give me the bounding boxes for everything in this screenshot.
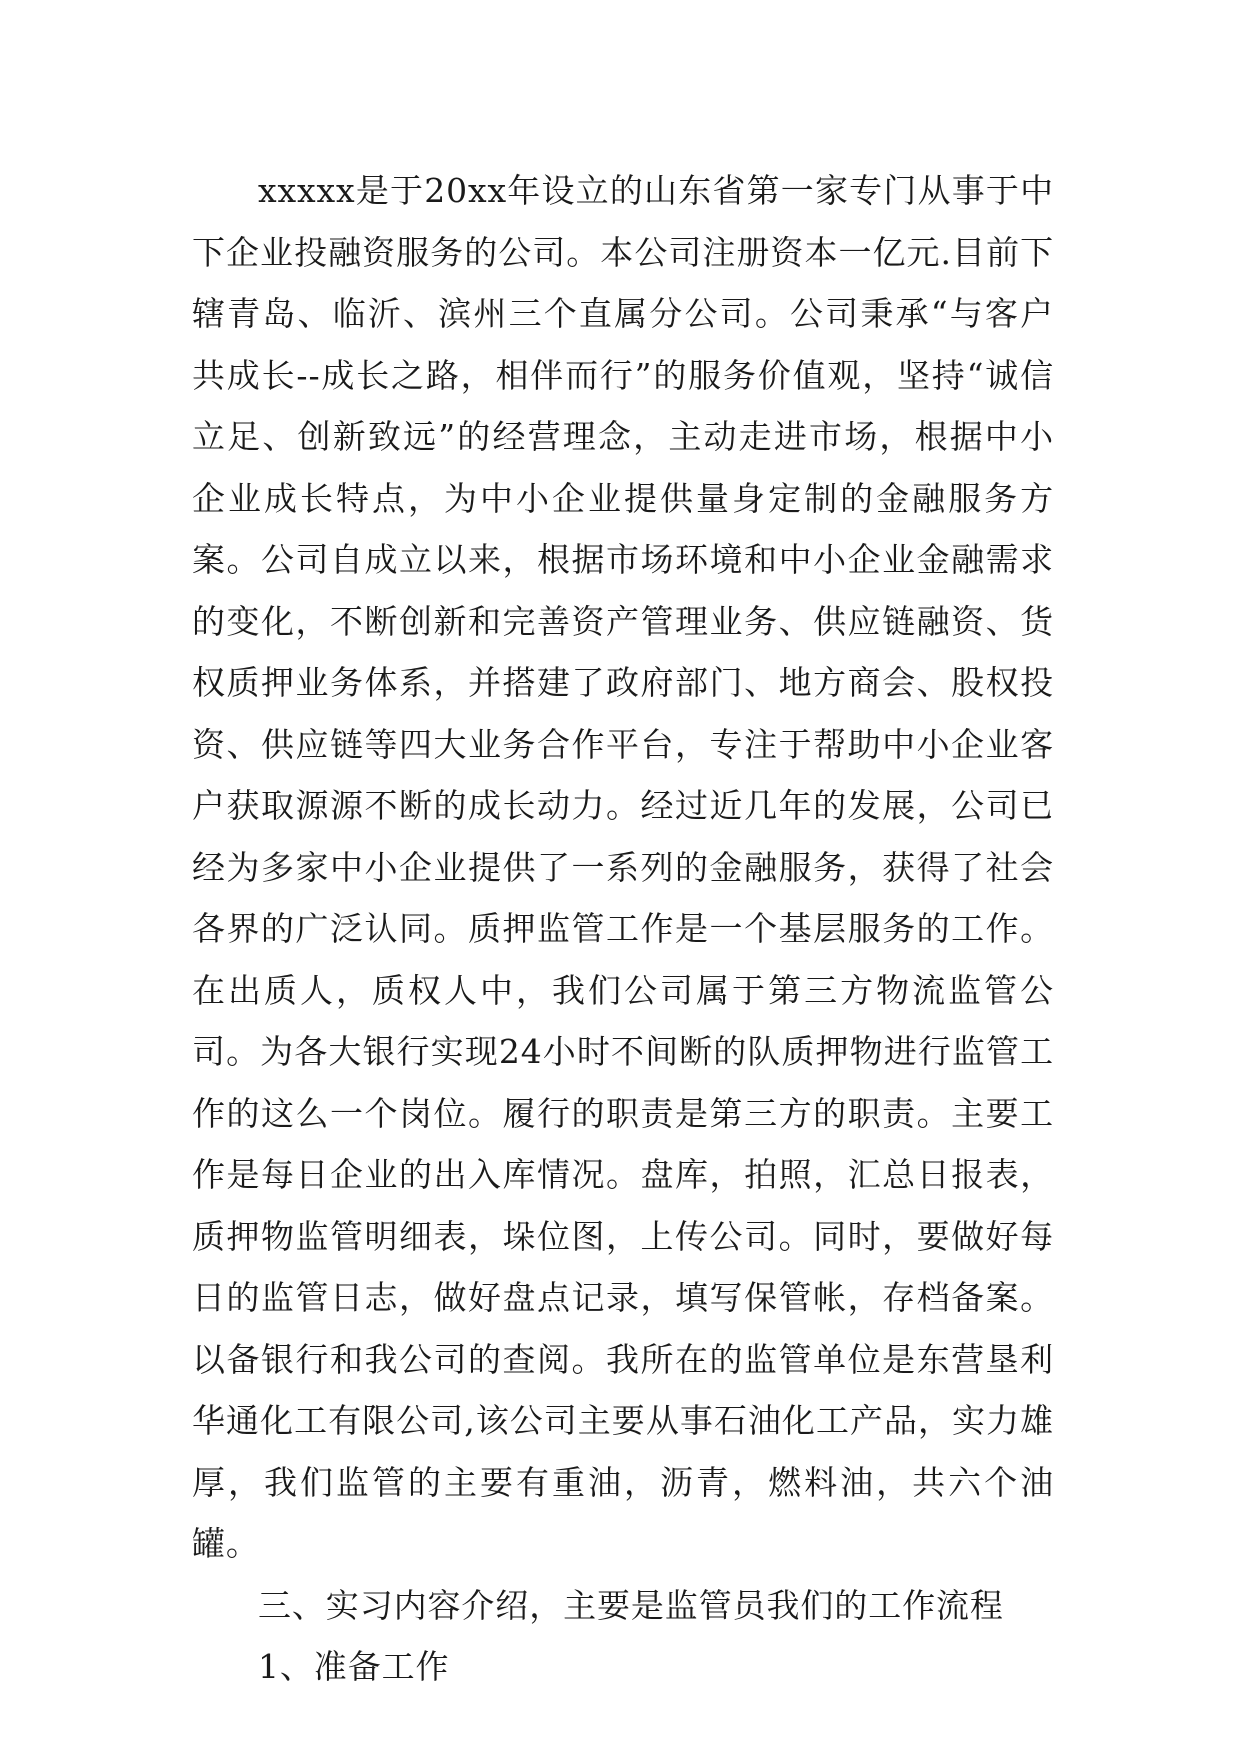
document-body bbox=[192, 160, 1054, 1698]
section-heading: 三、实习内容介绍，主要是监管员我们的工作流程 bbox=[258, 1585, 1004, 1625]
body-paragraph: xxxxx是于20xx年设立的山东省第一家专门从事于中下企业投融资服务的公司。本公司注册资本一亿元.目前下辖青岛、临沂、滨州三个直属分公司。公司秉承“与客户共成长--成长之路，相伴而行”的服务价值观，坚持“诚信立足、创新致远”的经营理念，主动走进市场，根据中小企业成长特点，为中小企业提供量身定制的金融服务方案。公司自成立以来，根据市场环境和中小企业金融需求的变化，不断创新和完善资产管理业务、供应链融资、货权质押业务体系，并搭建了政府部门、地方商会、股权投资、供应链等四大业务合作平台，专注于帮助中小企业客户获取源源不断的成长动力。经过近几年的发展，公司已经为多家中小企业提供了一系列的金融服务，获得了社会各界的广泛认同。质押监管工作是一个基层服务的工作。在出质人，质权人中，我们公司属于第三方物流监管公司。为各大银行实现24小时不间断的队质押物进行监管工作的这么一个岗位。履行的职责是第三方的职责。主要工作是每日企业的出入库情况。盘库，拍照，汇总日报表，质押物监管明细表，垛位图，上传公司。同时，要做好每日的监管日志，做好盘点记录，填写保管帐，存档备案。以备银行和我公司的查阅。我所在的监管单位是东营垦利华通化工有限公司,该公司主要从事石油化工产品，实力雄厚，我们监管的主要有重油，沥青，燃料油，共六个油罐。 bbox=[192, 171, 1054, 1563]
subsection-heading: 1、准备工作 bbox=[258, 1647, 450, 1686]
